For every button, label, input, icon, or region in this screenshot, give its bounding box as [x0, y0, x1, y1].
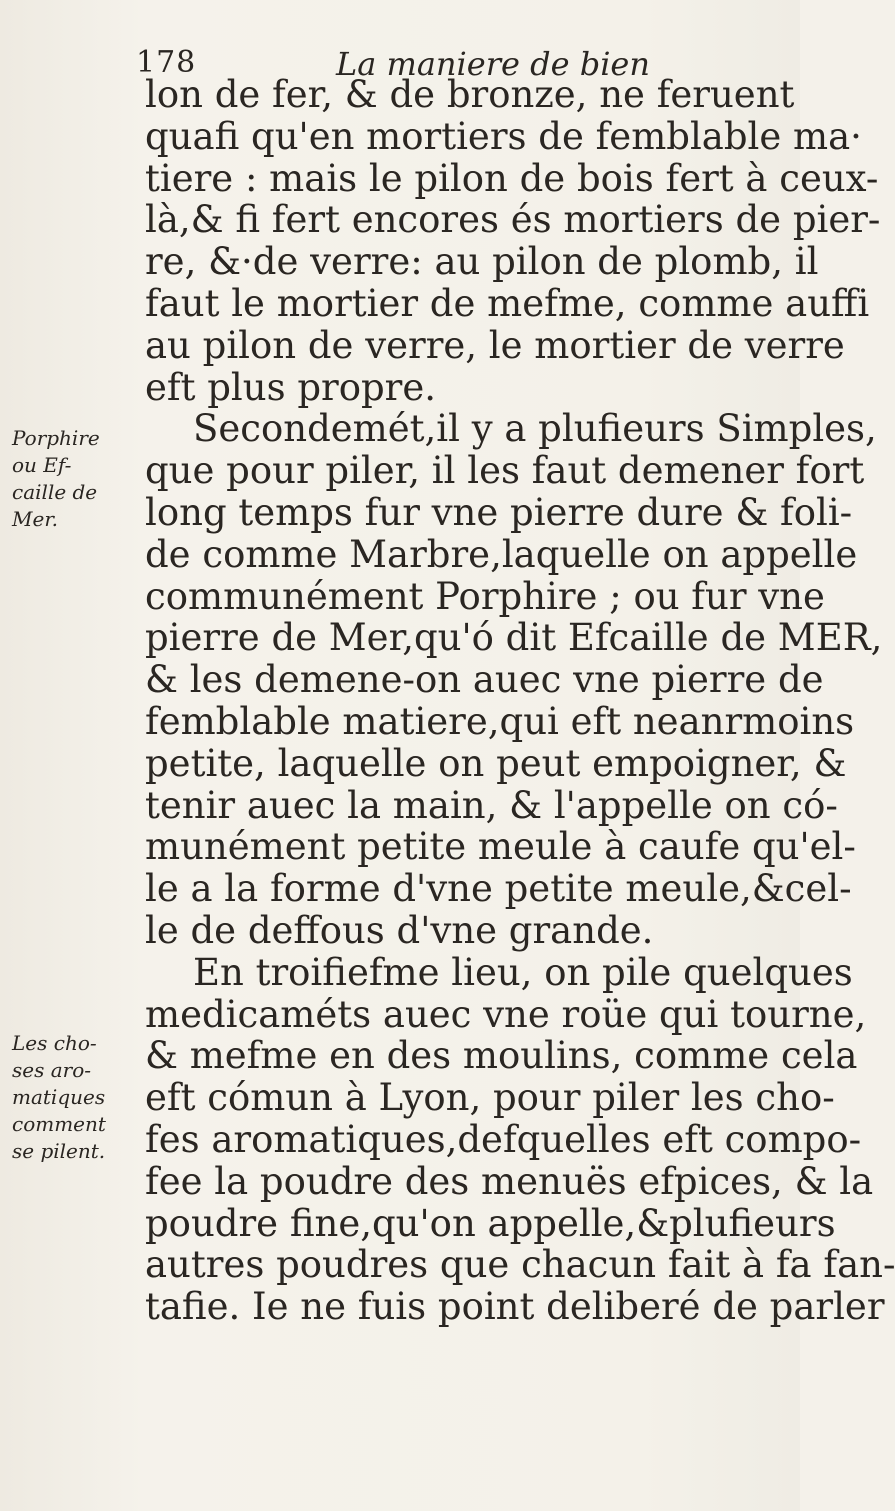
text-line: re, &·de verre: au pilon de plomb, il: [145, 240, 819, 284]
text-line: eft cómun à Lyon, pour piler les cho-: [145, 1076, 835, 1120]
text-line: munément petite meule à caufe qu'el-: [145, 825, 856, 869]
text-line: Secondemét,il y a plufieurs Simples,: [193, 407, 877, 451]
side-note-line: Mer.: [12, 507, 59, 531]
text-line: tenir auec la main, & l'appelle on có-: [145, 783, 838, 827]
text-line: quafi qu'en mortiers de femblable ma·: [145, 114, 862, 158]
text-line: lon de fer, & de bronze, ne feruent: [145, 73, 795, 116]
text-line: & mefme en des moulins, comme cela: [145, 1034, 858, 1078]
text-line: fee la poudre des menuës efpices, & la: [145, 1159, 874, 1203]
text-line: le a la forme d'vne petite meule,&cel-: [145, 867, 852, 911]
side-note-line: caille de: [12, 480, 98, 504]
body-text: [145, 73, 895, 1329]
page-number: 178: [136, 45, 197, 80]
text-line: long temps fur vne pierre dure & foli-: [145, 490, 853, 534]
side-note-line: se pilent.: [12, 1139, 106, 1163]
side-note-line: ou Ef-: [12, 453, 72, 477]
text-line: que pour piler, il les faut demener fort: [145, 449, 865, 493]
text-line: petite, laquelle on peut empoigner, &: [145, 741, 847, 785]
side-note-aromatiques: [12, 1030, 142, 1165]
text-line: En troifiefme lieu, on pile quelques: [193, 950, 853, 994]
side-note-line: comment: [12, 1112, 106, 1136]
text-line: faut le mortier de mefme, comme auffi: [145, 281, 870, 325]
text-line: le de deffous d'vne grande.: [145, 908, 654, 952]
text-line: de comme Marbre,laquelle on appelle: [145, 532, 858, 576]
side-note-porphire: [12, 425, 142, 533]
text-line: femblable matiere,qui eft neanrmoins: [145, 699, 855, 743]
side-note-line: Les cho-: [12, 1031, 97, 1055]
text-line: au pilon de verre, le mortier de verre: [145, 323, 845, 367]
running-title: La maniere de bien: [336, 45, 650, 83]
side-note-line: ses aro-: [12, 1058, 92, 1082]
text-line: tiere : mais le pilon de bois fert à ceux-: [145, 156, 879, 200]
text-line: eft plus propre.: [145, 365, 436, 409]
side-note-line: Porphire: [12, 426, 100, 450]
text-line: tafie. Ie ne fuis point deliberé de parler: [145, 1285, 885, 1329]
text-line: & les demene-on auec vne pierre de: [145, 658, 824, 702]
text-line: pierre de Mer,qu'ó dit Efcaille de MER,: [145, 616, 883, 660]
text-line: fes aromatiques,defquelles eft compo-: [145, 1117, 862, 1161]
side-note-line: matiques: [12, 1085, 106, 1109]
text-line: medicaméts auec vne roüe qui tourne,: [145, 992, 867, 1036]
text-line: autres poudres que chacun fait à fa fan-: [145, 1243, 895, 1287]
text-line: là,& fi fert encores és mortiers de pier-: [145, 198, 881, 242]
text-line: communément Porphire ; ou fur vne: [145, 574, 825, 618]
text-line: poudre fine,qu'on appelle,&plufieurs: [145, 1201, 836, 1245]
